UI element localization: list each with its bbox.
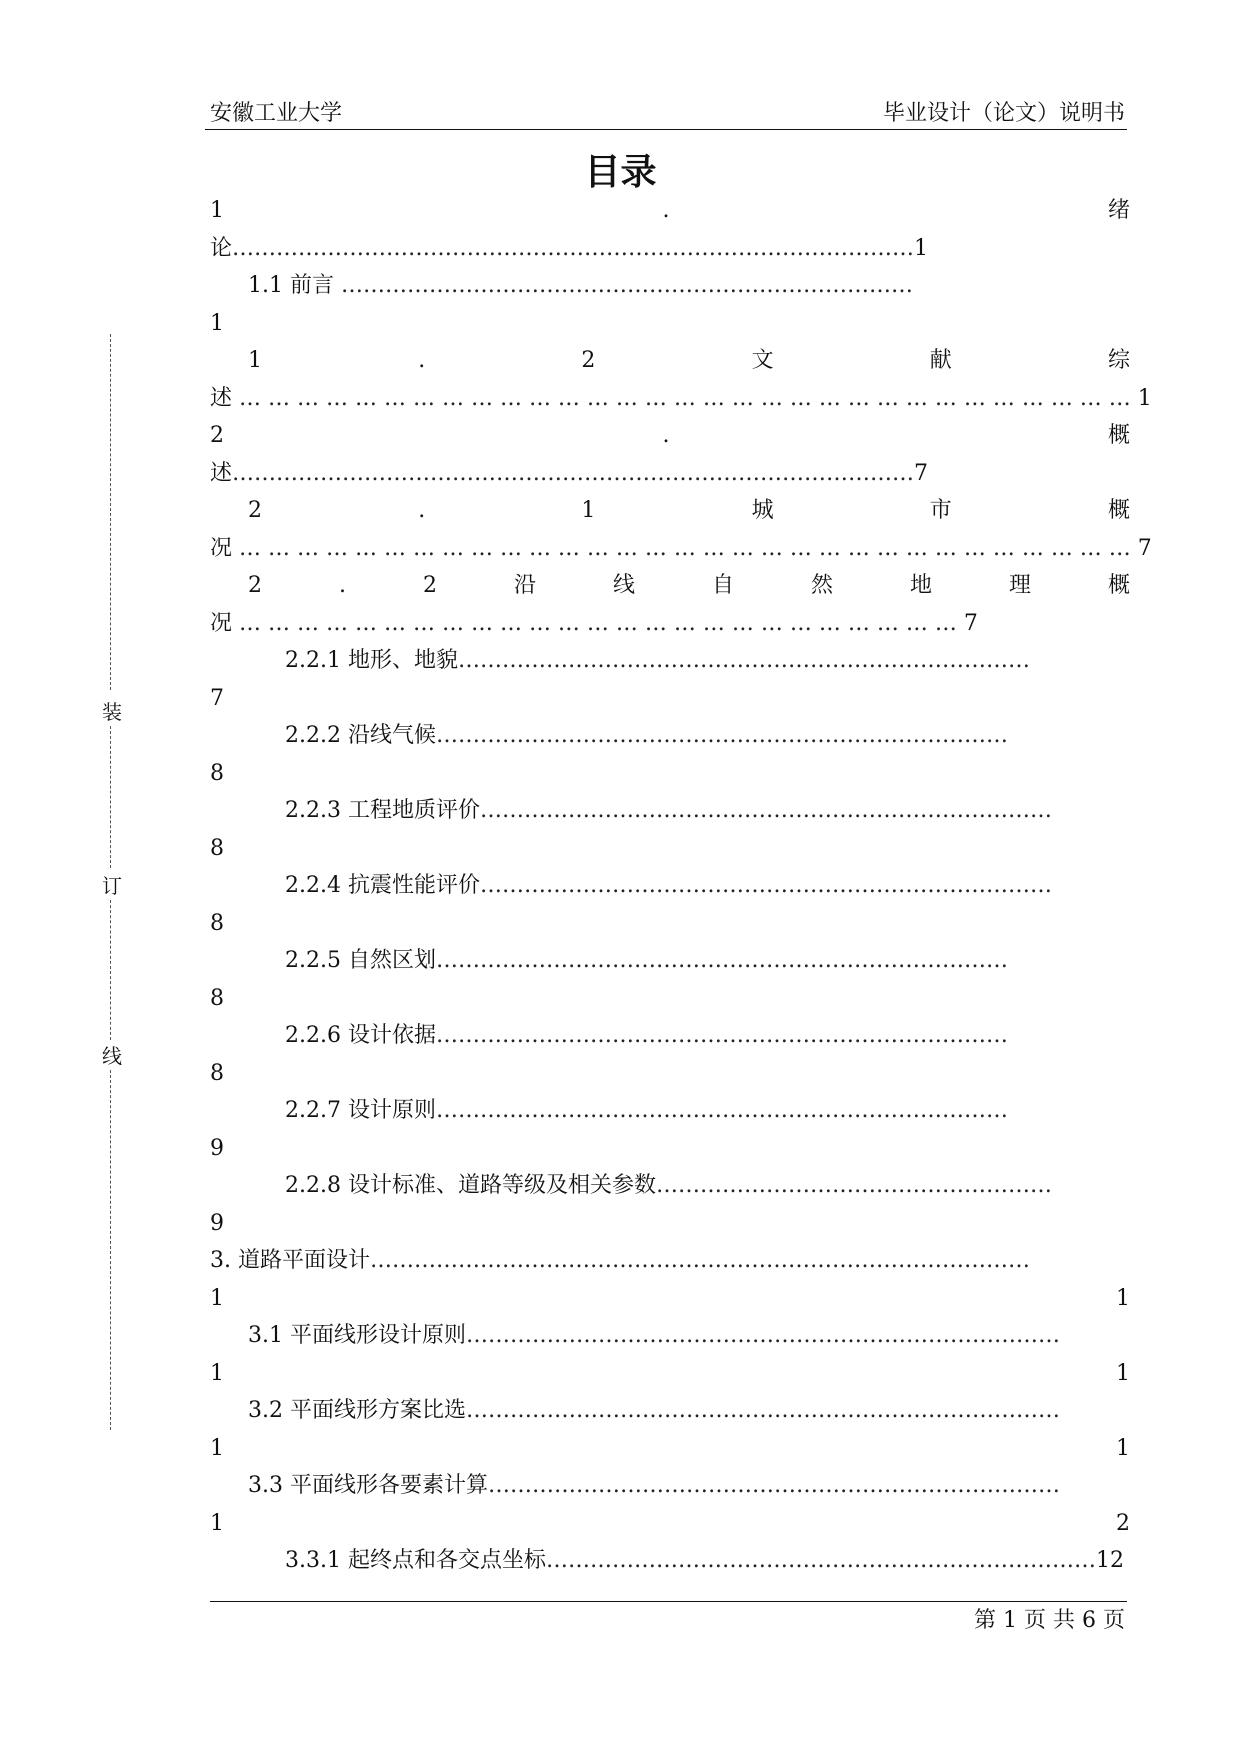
- footer-rule: [210, 1601, 1127, 1602]
- toc-entry-2-line2: 述…………………………………………………………………………………7: [210, 460, 929, 486]
- toc-entry-2-1-line2: 况 … … … … … … … … … … … … … … … … … … … … … … … … … … … … … … … 7: [210, 535, 1152, 561]
- toc-entry-3-line2: 1 1: [210, 1285, 1130, 1311]
- toc-entry-3-2-line1: 3.2 平面线形方案比选………………………………………………………………………: [248, 1398, 1060, 1423]
- toc-entry-2-2-5-line1: 2.2.5 自然区划……………………………………………………………………: [285, 948, 1008, 973]
- binding-line-mid2: [110, 900, 111, 1040]
- binding-line-bottom: [110, 1070, 111, 1430]
- toc-entry-3-line1: 3. 道路平面设计………………………………………………………………………………: [210, 1248, 1030, 1273]
- toc-entry-1-line1: 1 . 绪: [210, 198, 1130, 223]
- binding-line-top: [110, 334, 111, 690]
- toc-entry-2-2-2-line1: 2.2.2 沿线气候……………………………………………………………………: [285, 723, 1008, 748]
- toc-entry-3-3-1: 3.3.1 起终点和各交点坐标…………………………………………………………………12: [285, 1548, 1124, 1573]
- toc-entry-2-2-7-line1: 2.2.7 设计原则……………………………………………………………………: [285, 1098, 1008, 1123]
- table-of-contents: [210, 192, 1152, 1580]
- toc-entry-2-2-3-line1: 2.2.3 工程地质评价……………………………………………………………………: [285, 798, 1052, 823]
- binding-char-zhuang: 装: [102, 700, 122, 724]
- toc-entry-1-1-line2: 1: [210, 310, 224, 336]
- toc-entry-2-1-line1: 2 . 1 城 市 概: [248, 498, 1130, 523]
- toc-entry-2-2-3-line2: 8: [210, 835, 224, 861]
- toc-entry-1-2-line2: 述 … … … … … … … … … … … … … … … … … … … … … … … … … … … … … … … 1: [210, 385, 1152, 411]
- binding-char-xian: 线: [102, 1044, 122, 1068]
- toc-entry-2-2-6-line2: 8: [210, 1060, 224, 1086]
- toc-entry-2-2-8-line2: 9: [210, 1210, 224, 1236]
- binding-char-ding: 订: [102, 874, 122, 898]
- toc-entry-2-2-line1: 2 . 2 沿 线 自 然 地 理 概: [248, 573, 1130, 598]
- toc-entry-2-2-1-line1: 2.2.1 地形、地貌……………………………………………………………………: [285, 648, 1030, 673]
- toc-entry-2-2-7-line2: 9: [210, 1135, 224, 1161]
- toc-entry-3-1-line2: 1 1: [210, 1360, 1130, 1386]
- toc-entry-2-2-2-line2: 8: [210, 760, 224, 786]
- toc-entry-2-2-8-line1: 2.2.8 设计标准、道路等级及相关参数………………………………………………: [285, 1173, 1052, 1198]
- toc-entry-2-line1: 2 . 概: [210, 423, 1130, 448]
- toc-entry-2-2-6-line1: 2.2.6 设计依据……………………………………………………………………: [285, 1023, 1008, 1048]
- header-doc-type: 毕业设计（论文）说明书: [882, 101, 1125, 126]
- page-number: 第 1 页 共 6 页: [974, 1608, 1125, 1633]
- header-rule: [205, 129, 1127, 130]
- binding-line-mid1: [110, 726, 111, 868]
- toc-entry-3-2-line2: 1 1: [210, 1435, 1130, 1461]
- toc-entry-3-3-line1: 3.3 平面线形各要素计算……………………………………………………………………: [248, 1473, 1060, 1498]
- toc-entry-2-2-5-line2: 8: [210, 985, 224, 1011]
- header-school: 安徽工业大学: [210, 101, 343, 126]
- toc-entry-2-2-4-line2: 8: [210, 910, 224, 936]
- toc-entry-1-line2: 论…………………………………………………………………………………1: [210, 235, 929, 261]
- toc-entry-2-2-line2: 况 … … … … … … … … … … … … … … … … … … … … … … … … … 7: [210, 610, 978, 636]
- page-title: 目录: [584, 152, 657, 193]
- toc-entry-2-2-4-line1: 2.2.4 抗震性能评价……………………………………………………………………: [285, 873, 1052, 898]
- toc-entry-3-3-line2: 1 2: [210, 1510, 1130, 1536]
- toc-entry-1-2-line1: 1 . 2 文 献 综: [248, 348, 1130, 373]
- toc-entry-1-1-line1: 1.1 前言 ……………………………………………………………………: [248, 273, 913, 298]
- toc-entry-2-2-1-line2: 7: [210, 685, 224, 711]
- toc-entry-3-1-line1: 3.1 平面线形设计原则………………………………………………………………………: [248, 1323, 1060, 1348]
